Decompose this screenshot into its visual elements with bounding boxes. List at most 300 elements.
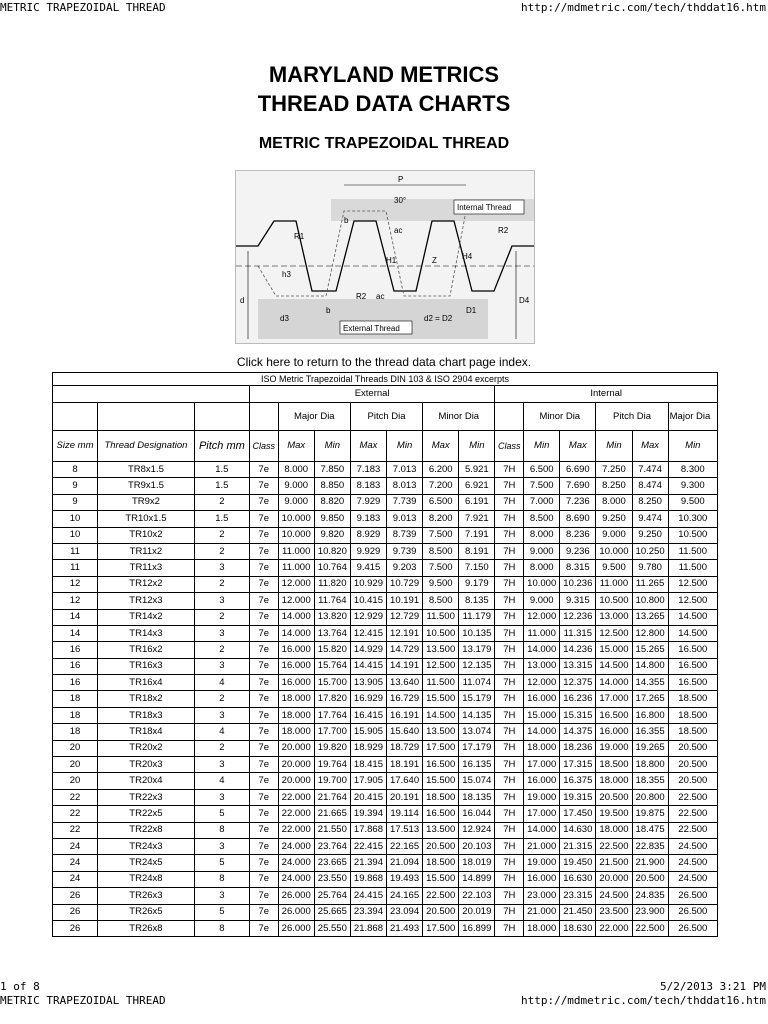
table-cell: 14 [53, 609, 98, 625]
table-cell: 18.500 [668, 724, 717, 740]
table-cell: 16 [53, 658, 98, 674]
table-cell: 16.000 [278, 658, 314, 674]
diagram-label-b-bottom: b [326, 306, 331, 315]
table-cell: 6.921 [459, 478, 495, 494]
table-cell: 18.500 [423, 855, 459, 871]
table-cell: 19.000 [524, 789, 560, 805]
table-cell: 3 [194, 707, 249, 723]
table-cell: 20 [53, 757, 98, 773]
group-external: External [249, 386, 495, 403]
return-to-index-link[interactable]: Click here to return to the thread data chart page index. [236, 355, 532, 369]
table-cell: 24.415 [350, 888, 386, 904]
table-cell: 8.200 [423, 511, 459, 527]
table-cell: 19.700 [314, 773, 350, 789]
table-cell: 12 [53, 576, 98, 592]
table-cell: 12.236 [560, 609, 596, 625]
table-cell: 12 [53, 593, 98, 609]
table-cell: 6.191 [459, 494, 495, 510]
table-cell: 14 [53, 625, 98, 641]
table-cell: TR10x1.5 [98, 511, 195, 527]
table-cell: 19.500 [596, 806, 632, 822]
table-cell: 13.074 [459, 724, 495, 740]
table-cell: 7H [495, 871, 524, 887]
table-cell: 26.500 [668, 920, 717, 936]
table-row [53, 478, 718, 494]
table-cell: 7e [249, 462, 278, 478]
table-row [53, 560, 718, 576]
sub-internal-major-dia: Major Dia [668, 403, 717, 431]
table-cell: 11.000 [278, 560, 314, 576]
diagram-label-angle: 30° [394, 196, 407, 205]
diagram-label-b-top: b [344, 216, 349, 225]
table-cell: 23.665 [314, 855, 350, 871]
table-cell: 16.500 [423, 757, 459, 773]
table-row [53, 576, 718, 592]
table-cell: 26.000 [278, 888, 314, 904]
col-header-min: Min [596, 431, 632, 462]
sub-internal-minor-dia: Minor Dia [524, 403, 596, 431]
table-cell: 21.000 [524, 838, 560, 854]
table-cell: 23.550 [314, 871, 350, 887]
table-cell: 16.500 [668, 658, 717, 674]
table-cell: 12.924 [459, 822, 495, 838]
table-cell: 8.739 [387, 527, 423, 543]
table-cell: 17.500 [423, 920, 459, 936]
table-cell: 13.179 [459, 642, 495, 658]
table-cell: 19.820 [314, 740, 350, 756]
table-row [53, 757, 718, 773]
table-cell: 7e [249, 904, 278, 920]
table-cell: TR26x8 [98, 920, 195, 936]
table-cell: 19.875 [632, 806, 668, 822]
table-cell: 24.000 [278, 838, 314, 854]
table-cell: 18.500 [668, 691, 717, 707]
table-cell: 22.500 [668, 806, 717, 822]
table-row [53, 707, 718, 723]
diagram-label-d: d [240, 296, 245, 305]
table-cell: 10.800 [632, 593, 668, 609]
diagram-label-ac2: ac [376, 292, 385, 301]
table-cell: 9.415 [350, 560, 386, 576]
col-header-max: Max [278, 431, 314, 462]
page-subtitle: METRIC TRAPEZOIDAL THREAD [258, 135, 510, 152]
table-cell: 11.500 [423, 609, 459, 625]
table-cell: 16.899 [459, 920, 495, 936]
table-cell: 7e [249, 806, 278, 822]
table-cell: 12.415 [350, 625, 386, 641]
table-cell: 9.000 [524, 593, 560, 609]
table-cell: 18 [53, 707, 98, 723]
table-cell: 3 [194, 888, 249, 904]
table-cell: 7e [249, 560, 278, 576]
table-cell: 22.500 [668, 789, 717, 805]
footer-title: METRIC TRAPEZOIDAL THREAD [0, 994, 166, 1007]
table-cell: 15.764 [314, 658, 350, 674]
table-cell: TR18x2 [98, 691, 195, 707]
table-cell: 6.690 [560, 462, 596, 478]
table-cell: 7H [495, 543, 524, 559]
table-cell: 21.550 [314, 822, 350, 838]
table-cell: 7e [249, 789, 278, 805]
table-cell: 16.375 [560, 773, 596, 789]
table-cell: 22.835 [632, 838, 668, 854]
table-row [53, 675, 718, 691]
table-cell: 13.000 [596, 609, 632, 625]
table-cell: 23.000 [524, 888, 560, 904]
table-cell: 9 [53, 494, 98, 510]
table-cell: TR11x3 [98, 560, 195, 576]
table-cell: TR9x1.5 [98, 478, 195, 494]
table-cell: 10.000 [278, 527, 314, 543]
table-cell: 12.000 [278, 593, 314, 609]
table-cell: 7.500 [524, 478, 560, 494]
table-cell: 17.905 [350, 773, 386, 789]
table-cell: 6.500 [524, 462, 560, 478]
thread-data-table [52, 372, 718, 937]
col-header-min: Min [387, 431, 423, 462]
table-cell: 7H [495, 675, 524, 691]
table-cell: TR11x2 [98, 543, 195, 559]
table-cell: 18.000 [596, 773, 632, 789]
table-cell: 24.500 [668, 855, 717, 871]
table-cell: 18.000 [524, 740, 560, 756]
table-row [53, 494, 718, 510]
table-cell: 10.929 [350, 576, 386, 592]
footer-page: 1 of 8 [0, 980, 40, 993]
table-cell: 8.500 [423, 593, 459, 609]
table-cell: 21.493 [387, 920, 423, 936]
table-cell: 7.500 [423, 527, 459, 543]
table-cell: 22.103 [459, 888, 495, 904]
diagram-label-d2: d2 = D2 [424, 314, 453, 323]
table-cell: 20.800 [632, 789, 668, 805]
table-cell: 17.513 [387, 822, 423, 838]
table-cell: 9.500 [423, 576, 459, 592]
table-cell: 10.500 [668, 527, 717, 543]
table-cell: 12.729 [387, 609, 423, 625]
table-cell: 11.500 [668, 560, 717, 576]
table-cell: 18 [53, 691, 98, 707]
table-cell: 7.250 [596, 462, 632, 478]
table-cell: 9.179 [459, 576, 495, 592]
table-cell: 7e [249, 511, 278, 527]
table-cell: 9.929 [350, 543, 386, 559]
table-cell: 3 [194, 789, 249, 805]
title-line-2: THREAD DATA CHARTS [257, 91, 511, 116]
col-header-min: Min [459, 431, 495, 462]
col-header-max: Max [632, 431, 668, 462]
table-cell: 13.905 [350, 675, 386, 691]
table-cell: 20.000 [278, 773, 314, 789]
sub-spacer [53, 403, 98, 431]
table-cell: 19.450 [560, 855, 596, 871]
table-cell: 15.640 [387, 724, 423, 740]
table-cell: 7.200 [423, 478, 459, 494]
table-cell: 8.236 [560, 527, 596, 543]
table-cell: 10.764 [314, 560, 350, 576]
table-cell: 10.135 [459, 625, 495, 641]
table-cell: 3 [194, 757, 249, 773]
table-cell: 9.300 [668, 478, 717, 494]
col-header-int-class: Class [495, 431, 524, 462]
table-cell: 16.500 [423, 806, 459, 822]
table-cell: 16.000 [524, 871, 560, 887]
table-cell: 7H [495, 855, 524, 871]
table-cell: 24 [53, 871, 98, 887]
table-cell: 8.135 [459, 593, 495, 609]
table-cell: 2 [194, 642, 249, 658]
table-cell: 18.191 [387, 757, 423, 773]
table-cell: TR18x3 [98, 707, 195, 723]
table-cell: 9.000 [596, 527, 632, 543]
table-cell: 24.000 [278, 855, 314, 871]
table-cell: 7H [495, 838, 524, 854]
table-cell: 11.179 [459, 609, 495, 625]
table-cell: 1.5 [194, 511, 249, 527]
table-cell: 14.000 [524, 642, 560, 658]
table-cell: 9.013 [387, 511, 423, 527]
table-cell: 11.500 [668, 543, 717, 559]
table-cell: 9.000 [278, 478, 314, 494]
table-cell: 12.375 [560, 675, 596, 691]
diagram-label-r2b: R2 [356, 292, 367, 301]
table-cell: 12.500 [423, 658, 459, 674]
table-cell: 20.500 [596, 789, 632, 805]
col-header-min: Min [668, 431, 717, 462]
table-cell: 26 [53, 888, 98, 904]
sub-spacer [495, 403, 524, 431]
table-cell: 16 [53, 642, 98, 658]
table-cell: 16.929 [350, 691, 386, 707]
table-cell: 8.250 [596, 478, 632, 494]
table-cell: 15.000 [596, 642, 632, 658]
table-cell: 18.500 [596, 757, 632, 773]
table-cell: 7e [249, 691, 278, 707]
table-cell: 7H [495, 757, 524, 773]
table-cell: 2 [194, 609, 249, 625]
table-cell: 7.739 [387, 494, 423, 510]
footer-datetime: 5/2/2013 3:21 PM [660, 980, 766, 993]
table-cell: 26.500 [668, 888, 717, 904]
table-cell: 7e [249, 494, 278, 510]
table-cell: 8.013 [387, 478, 423, 494]
table-cell: 16.355 [632, 724, 668, 740]
table-cell: 7H [495, 822, 524, 838]
table-cell: 5 [194, 855, 249, 871]
table-cell: 11.315 [560, 625, 596, 641]
table-cell: 19.265 [632, 740, 668, 756]
table-cell: 13.640 [387, 675, 423, 691]
table-cell: 13.500 [423, 822, 459, 838]
table-cell: 5.921 [459, 462, 495, 478]
table-cell: 16.236 [560, 691, 596, 707]
table-cell: 15.820 [314, 642, 350, 658]
table-cell: 8 [194, 920, 249, 936]
table-cell: 7H [495, 609, 524, 625]
table-cell: 21.394 [350, 855, 386, 871]
table-cell: 7H [495, 642, 524, 658]
diagram-label-d1: D1 [466, 306, 477, 315]
table-cell: 7e [249, 543, 278, 559]
sub-spacer [249, 403, 278, 431]
table-cell: 22.165 [387, 838, 423, 854]
diagram-label-h3: h3 [282, 270, 291, 279]
table-cell: 12.000 [524, 609, 560, 625]
table-cell: 7.690 [560, 478, 596, 494]
table-cell: 7.921 [459, 511, 495, 527]
table-cell: 20.000 [278, 740, 314, 756]
table-row [53, 822, 718, 838]
table-cell: 7e [249, 576, 278, 592]
thread-profile-diagram [235, 170, 535, 344]
table-cell: 15.265 [632, 642, 668, 658]
table-cell: 7e [249, 773, 278, 789]
table-cell: 7e [249, 724, 278, 740]
table-cell: 20.019 [459, 904, 495, 920]
table-cell: 14.191 [387, 658, 423, 674]
table-cell: 10.250 [632, 543, 668, 559]
table-cell: 7H [495, 888, 524, 904]
table-cell: 15.500 [423, 691, 459, 707]
sub-external-pitch-dia: Pitch Dia [350, 403, 422, 431]
next-page-header [0, 994, 768, 1008]
table-cell: 14.000 [596, 675, 632, 691]
table-cell: 18.236 [560, 740, 596, 756]
table-cell: 7e [249, 740, 278, 756]
table-cell: 7e [249, 625, 278, 641]
table-cell: TR22x8 [98, 822, 195, 838]
table-cell: 20.191 [387, 789, 423, 805]
table-cell: 17.500 [423, 740, 459, 756]
table-cell: 3 [194, 625, 249, 641]
table-cell: 11.000 [596, 576, 632, 592]
table-cell: 14.000 [524, 822, 560, 838]
table-cell: TR22x3 [98, 789, 195, 805]
table-cell: 8 [53, 462, 98, 478]
table-cell: 24.835 [632, 888, 668, 904]
table-cell: 10.000 [596, 543, 632, 559]
table-cell: 7H [495, 904, 524, 920]
title-line-1: MARYLAND METRICS [268, 62, 500, 87]
table-cell: 22.000 [278, 789, 314, 805]
table-cell: 7H [495, 724, 524, 740]
table-cell: TR16x2 [98, 642, 195, 658]
table-cell: 10 [53, 511, 98, 527]
table-cell: 9.000 [278, 494, 314, 510]
table-cell: 9.183 [350, 511, 386, 527]
table-cell: 7e [249, 920, 278, 936]
table-cell: 10.500 [596, 593, 632, 609]
table-cell: 11.074 [459, 675, 495, 691]
header-title: METRIC TRAPEZOIDAL THREAD [0, 1, 166, 14]
table-cell: 22.000 [278, 806, 314, 822]
table-cell: 14.355 [632, 675, 668, 691]
table-cell: 18.000 [596, 822, 632, 838]
table-cell: 22 [53, 806, 98, 822]
diagram-label-ac: ac [394, 226, 403, 235]
page-title [0, 60, 768, 118]
table-cell: 8.300 [668, 462, 717, 478]
table-cell: 10.000 [278, 511, 314, 527]
table-cell: 18.475 [632, 822, 668, 838]
table-cell: 26.000 [278, 904, 314, 920]
table-cell: 16.729 [387, 691, 423, 707]
table-cell: 18.000 [278, 724, 314, 740]
table-cell: 8 [194, 822, 249, 838]
table-cell: 26 [53, 920, 98, 936]
table-cell: 15.700 [314, 675, 350, 691]
table-cell: 5 [194, 904, 249, 920]
table-cell: 20.500 [668, 757, 717, 773]
table-row [53, 920, 718, 936]
table-cell: 16.191 [387, 707, 423, 723]
table-row [53, 462, 718, 478]
table-cell: 23.394 [350, 904, 386, 920]
table-cell: 21.000 [524, 904, 560, 920]
table-cell: 17.868 [350, 822, 386, 838]
sub-external-minor-dia: Minor Dia [423, 403, 495, 431]
table-cell: 21.450 [560, 904, 596, 920]
table-cell: 22 [53, 822, 98, 838]
table-cell: 18.800 [632, 757, 668, 773]
table-cell: 11.000 [278, 543, 314, 559]
table-cell: 8.929 [350, 527, 386, 543]
sub-spacer [98, 403, 195, 431]
diagram-label-r2: R2 [498, 226, 509, 235]
table-cell: TR16x3 [98, 658, 195, 674]
table-cell: 8.850 [314, 478, 350, 494]
table-cell: 14.000 [524, 724, 560, 740]
table-cell: 19.394 [350, 806, 386, 822]
table-cell: 12.000 [278, 576, 314, 592]
table-cell: 7e [249, 675, 278, 691]
table-cell: 24.165 [387, 888, 423, 904]
table-cell: 7e [249, 757, 278, 773]
table-cell: 13.500 [423, 642, 459, 658]
table-cell: 19.868 [350, 871, 386, 887]
table-row [53, 642, 718, 658]
col-header-max: Max [423, 431, 459, 462]
table-cell: 9.780 [632, 560, 668, 576]
table-cell: 1.5 [194, 478, 249, 494]
table-cell: 22.500 [596, 838, 632, 854]
table-cell: 8.500 [524, 511, 560, 527]
table-cell: TR18x4 [98, 724, 195, 740]
table-cell: 19.000 [524, 855, 560, 871]
table-cell: 2 [194, 527, 249, 543]
diagram-label-h4: H4 [462, 252, 473, 261]
table-cell: 12.800 [632, 625, 668, 641]
table-cell: 16 [53, 675, 98, 691]
col-header-class: Class [249, 431, 278, 462]
table-cell: 7.183 [350, 462, 386, 478]
table-cell: 9 [53, 478, 98, 494]
col-header-min: Min [524, 431, 560, 462]
table-cell: 13.315 [560, 658, 596, 674]
table-cell: 7H [495, 576, 524, 592]
table-cell: 17.640 [387, 773, 423, 789]
table-cell: 23.764 [314, 838, 350, 854]
table-cell: 7e [249, 888, 278, 904]
table-cell: 7H [495, 625, 524, 641]
table-cell: 23.315 [560, 888, 596, 904]
table-cell: 9.250 [596, 511, 632, 527]
table-cell: 16.044 [459, 806, 495, 822]
print-footer [0, 980, 768, 994]
table-cell: 11.500 [423, 675, 459, 691]
table-cell: 14.729 [387, 642, 423, 658]
table-cell: 7.191 [459, 527, 495, 543]
